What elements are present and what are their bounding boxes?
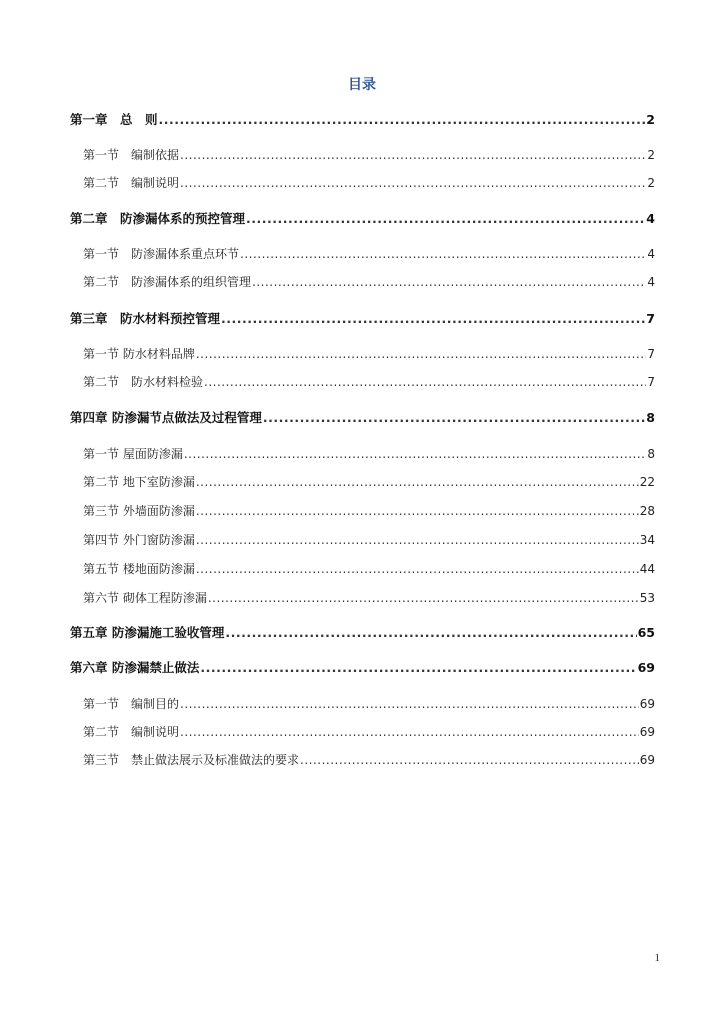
toc-leader-dots: [200, 658, 636, 678]
toc-entry-section[interactable]: [83, 501, 655, 521]
toc-leader-dots: [221, 309, 645, 329]
toc-entry-page: 2: [647, 148, 655, 162]
toc-title: 目录: [348, 77, 376, 93]
toc-entry-label: 第一节 屋面防渗漏: [83, 447, 183, 461]
toc-entry-chapter-6[interactable]: [70, 658, 655, 678]
toc-leader-dots: [196, 530, 639, 550]
toc-entry-label: 第四章 防渗漏节点做法及过程管理: [70, 410, 262, 425]
toc-entry-page: 4: [647, 247, 655, 261]
toc-entry-page: 7: [647, 375, 655, 389]
toc-leader-dots: [180, 173, 646, 193]
toc-leader-dots: [252, 272, 646, 292]
toc-leader-dots: [196, 344, 647, 364]
toc-entry-chapter-3[interactable]: [70, 309, 655, 329]
toc-entry-section[interactable]: [83, 750, 655, 770]
toc-entry-chapter-5[interactable]: [70, 623, 655, 643]
toc-entry-page: 2: [646, 112, 655, 127]
toc-entry-page: 8: [646, 410, 655, 425]
toc-entry-page: 4: [646, 211, 655, 226]
toc-entry-section[interactable]: [83, 530, 655, 550]
toc-entry-section[interactable]: [83, 559, 655, 579]
toc-entry-page: 7: [646, 311, 655, 326]
toc-leader-dots: [208, 588, 639, 608]
toc-entry-page: 8: [647, 447, 655, 461]
toc-entry-label: 第三章 防水材料预控管理: [70, 311, 221, 326]
toc-entry-section[interactable]: [83, 272, 655, 292]
toc-entry-label: 第四节 外门窗防渗漏: [83, 533, 195, 547]
toc-leader-dots: [225, 623, 636, 643]
toc-entry-label: 第二节 地下室防渗漏: [83, 475, 195, 489]
toc-entry-section[interactable]: [83, 344, 655, 364]
toc-entry-section[interactable]: [83, 173, 655, 193]
toc-entry-chapter-1[interactable]: [70, 110, 655, 130]
toc-entry-section[interactable]: [83, 472, 655, 492]
toc-entry-page: 69: [639, 753, 655, 767]
toc-entry-section[interactable]: [83, 444, 655, 464]
toc-leader-dots: [246, 209, 645, 229]
toc-leader-dots: [204, 372, 646, 392]
toc-entry-page: 53: [639, 591, 655, 605]
toc-entry-label: 第六节 砌体工程防渗漏: [83, 591, 207, 605]
toc-leader-dots: [180, 722, 639, 742]
toc-leader-dots: [263, 408, 645, 428]
toc-leader-dots: [240, 244, 646, 264]
toc-entry-label: 第五节 楼地面防渗漏: [83, 562, 195, 576]
toc-entry-label: 第二节 防水材料检验: [83, 375, 204, 389]
toc-entry-label: 第一节 编制目的: [83, 697, 180, 711]
toc-entry-page: 65: [637, 625, 655, 640]
toc-leader-dots: [196, 501, 639, 521]
toc-entry-label: 第五章 防渗漏施工验收管理: [70, 625, 225, 640]
toc-entry-page: 22: [639, 475, 655, 489]
toc-entry-label: 第二节 编制说明: [83, 725, 180, 739]
toc-leader-dots: [180, 145, 646, 165]
toc-entry-chapter-2[interactable]: [70, 209, 655, 229]
page-number: 1: [654, 952, 660, 964]
toc-entry-section[interactable]: [83, 372, 655, 392]
toc-entry-label: 第一节 防水材料品牌: [83, 347, 195, 361]
toc-entry-label: 第六章 防渗漏禁止做法: [70, 660, 200, 675]
toc-leader-dots: [196, 559, 639, 579]
toc-entry-section[interactable]: [83, 244, 655, 264]
toc-entry-page: 2: [647, 176, 655, 190]
toc-entry-section[interactable]: [83, 722, 655, 742]
toc-entry-label: 第一节 防渗漏体系重点环节: [83, 247, 240, 261]
toc-entry-page: 69: [637, 660, 655, 675]
toc-leader-dots: [184, 444, 647, 464]
toc-entry-label: 第三节 外墙面防渗漏: [83, 504, 195, 518]
toc-leader-dots: [180, 694, 639, 714]
toc-entry-page: 69: [639, 697, 655, 711]
toc-entry-chapter-4[interactable]: [70, 408, 655, 428]
toc-entry-section[interactable]: [83, 588, 655, 608]
toc-entry-label: 第一章 总 则: [70, 112, 158, 127]
toc-entry-page: 69: [639, 725, 655, 739]
toc-entry-section[interactable]: [83, 694, 655, 714]
toc-entry-section[interactable]: [83, 145, 655, 165]
toc-leader-dots: [300, 750, 639, 770]
toc-entry-label: 第二章 防渗漏体系的预控管理: [70, 211, 246, 226]
toc-entry-label: 第三节 禁止做法展示及标准做法的要求: [83, 753, 300, 767]
toc-entry-label: 第二节 编制说明: [83, 176, 180, 190]
toc-entry-label: 第二节 防渗漏体系的组织管理: [83, 275, 252, 289]
toc-leader-dots: [159, 110, 646, 130]
toc-entry-page: 4: [647, 275, 655, 289]
toc-entry-page: 7: [647, 347, 655, 361]
toc-entry-page: 28: [639, 504, 655, 518]
toc-entry-page: 44: [639, 562, 655, 576]
toc-entry-page: 34: [639, 533, 655, 547]
toc-entry-label: 第一节 编制依据: [83, 148, 180, 162]
toc-leader-dots: [196, 472, 639, 492]
